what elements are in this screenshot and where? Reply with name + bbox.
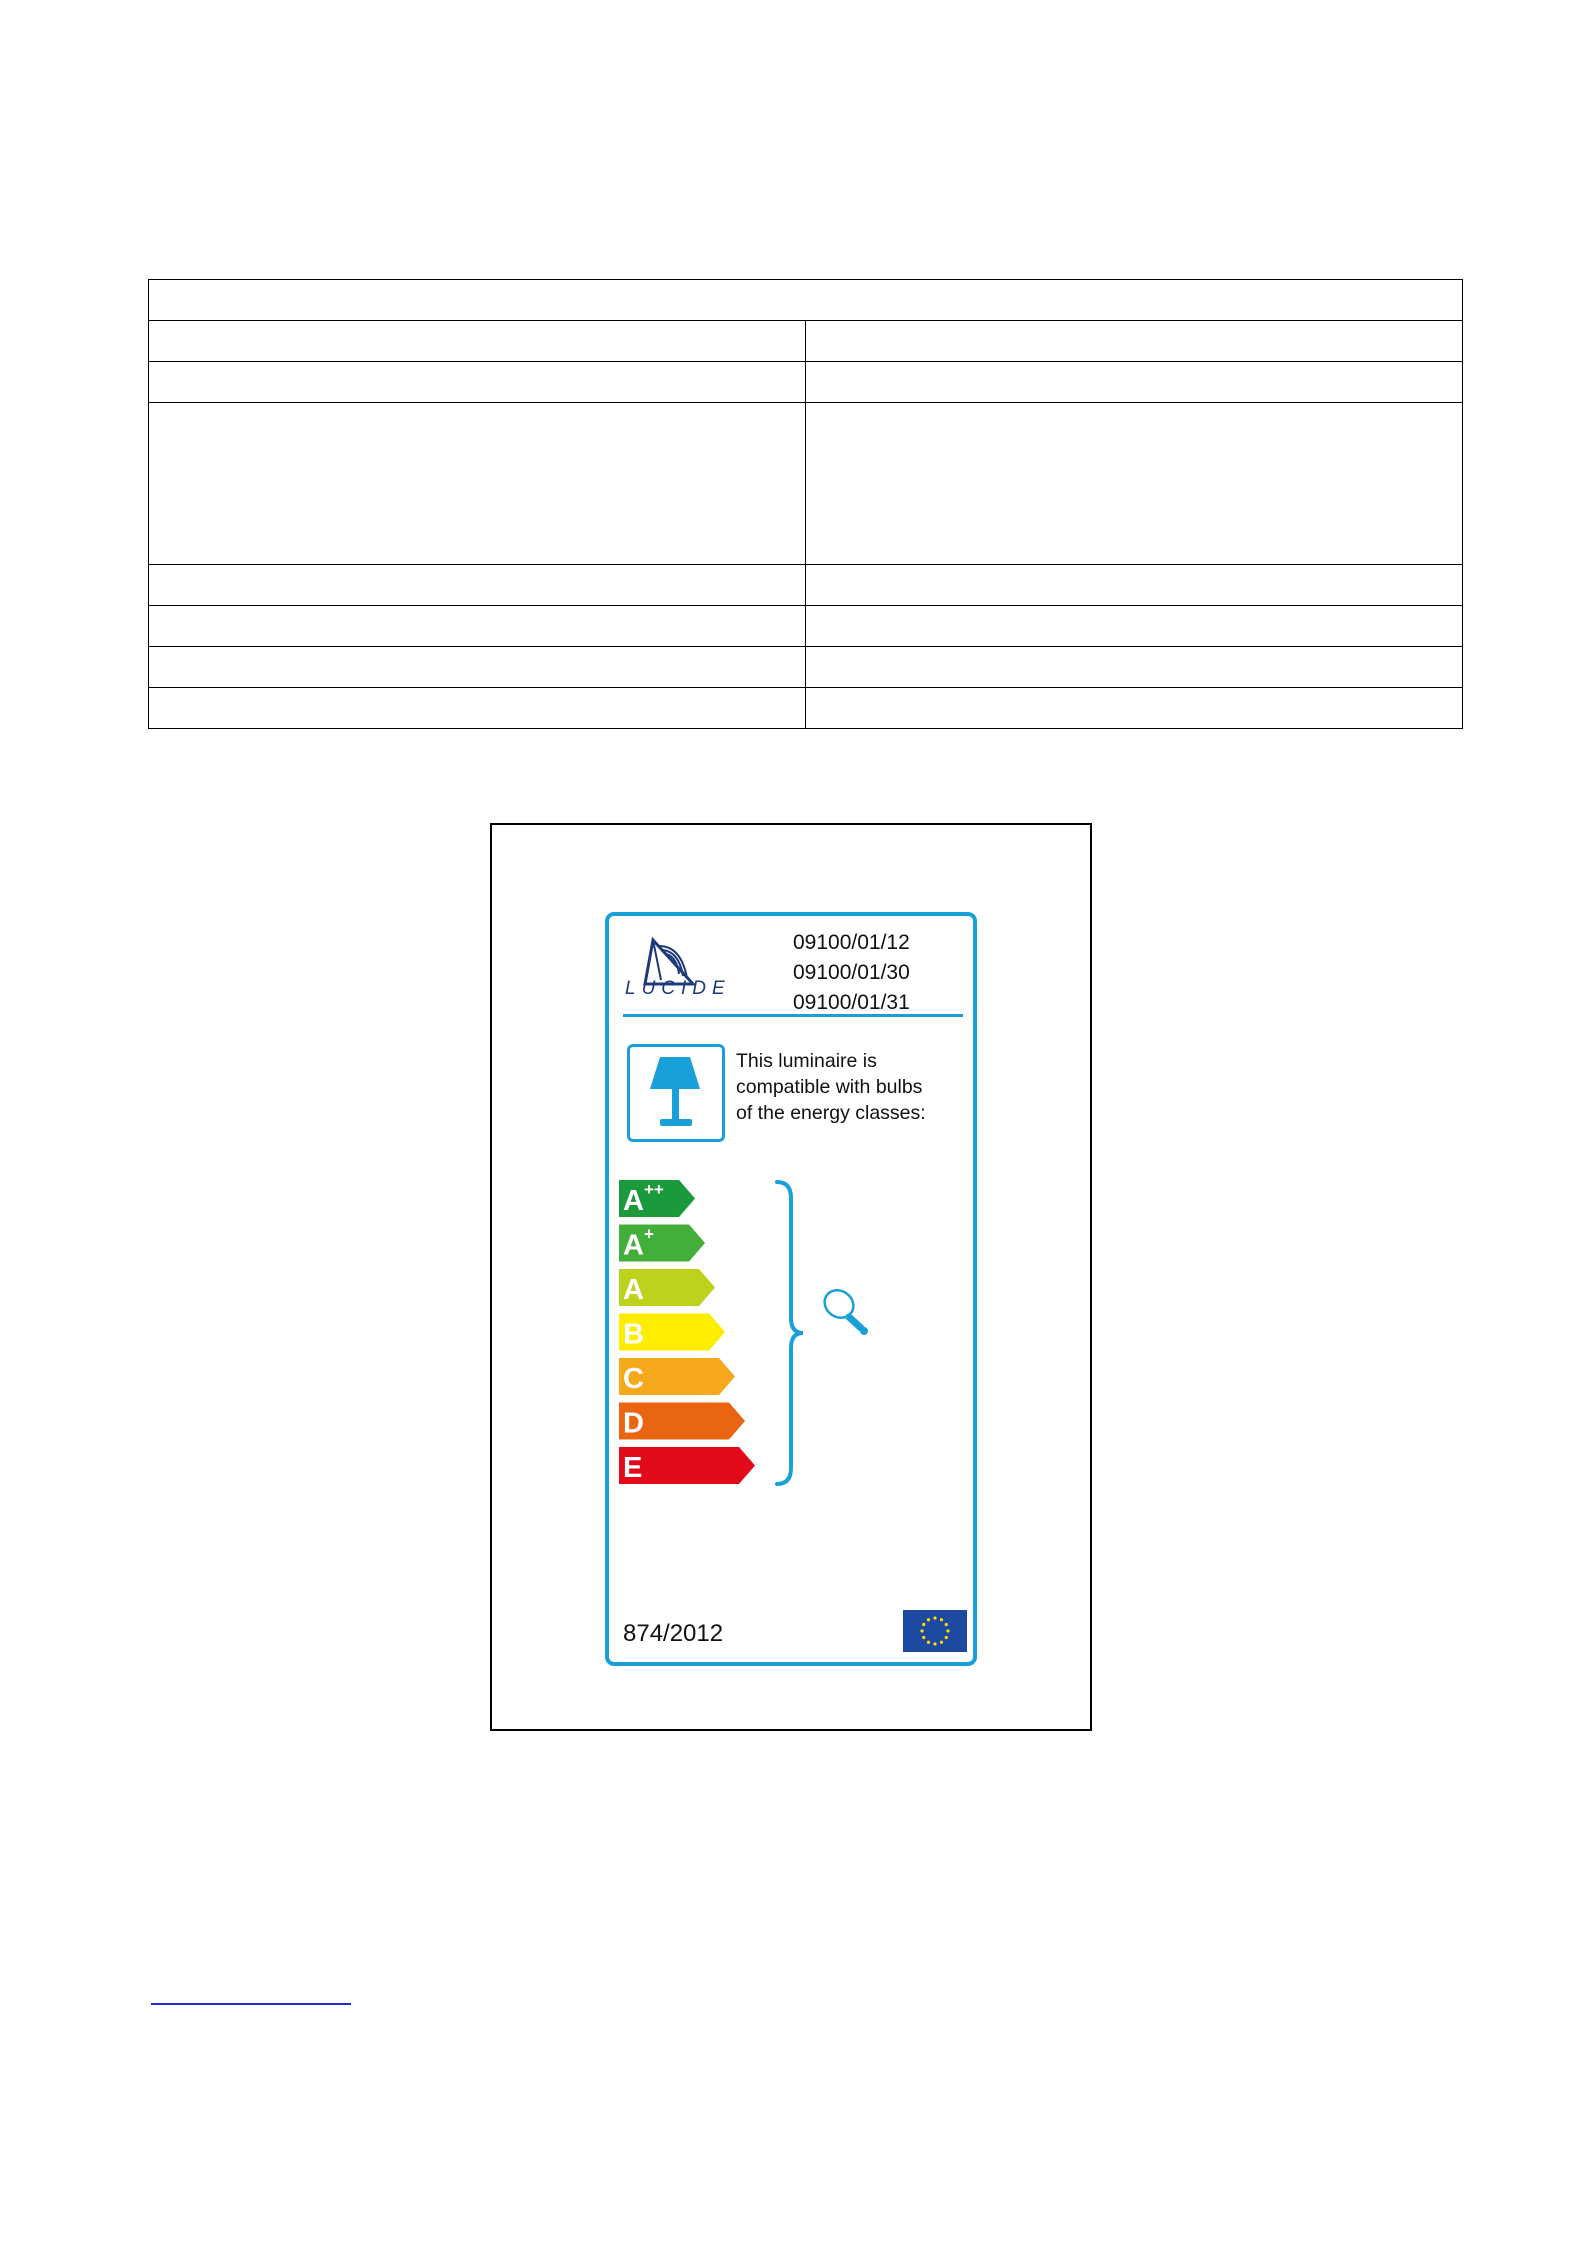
table-cell bbox=[806, 606, 1463, 647]
table-cell bbox=[806, 321, 1463, 362]
table-cell bbox=[149, 403, 806, 565]
table-header-cell bbox=[149, 280, 1463, 321]
eu-star-icon bbox=[946, 1629, 949, 1632]
energy-class-letter: D bbox=[623, 1407, 644, 1440]
energy-class-letter: A bbox=[623, 1229, 644, 1262]
eu-star-icon bbox=[945, 1636, 948, 1639]
energy-label bbox=[605, 912, 977, 1666]
table-cell bbox=[806, 647, 1463, 688]
eu-flag-icon bbox=[903, 1610, 967, 1652]
table-cell bbox=[149, 647, 806, 688]
energy-class-arrow bbox=[619, 1269, 715, 1306]
table-cell bbox=[806, 688, 1463, 729]
energy-class-letter: E bbox=[623, 1452, 643, 1484]
energy-class-letter: B bbox=[623, 1318, 644, 1351]
energy-class-arrow bbox=[619, 1180, 695, 1217]
table-cell bbox=[149, 362, 806, 403]
eu-star-icon bbox=[920, 1629, 923, 1632]
eu-star-icon bbox=[945, 1623, 948, 1626]
compatibility-line: This luminaire is bbox=[736, 1050, 877, 1072]
energy-class-scale bbox=[619, 1176, 769, 1496]
eu-star-icon bbox=[927, 1641, 930, 1644]
energy-class-superscript: + bbox=[644, 1224, 654, 1244]
table-lamp-icon bbox=[630, 1047, 722, 1139]
table-cell bbox=[806, 362, 1463, 403]
model-number: 09100/01/12 bbox=[793, 931, 910, 954]
table-cell bbox=[149, 321, 806, 362]
table-cell bbox=[149, 565, 806, 606]
energy-class-arrow bbox=[619, 1403, 745, 1440]
energy-class-letter: A bbox=[623, 1274, 644, 1306]
spec-table bbox=[148, 279, 1463, 729]
curly-brace-icon bbox=[771, 1178, 811, 1488]
eu-star-icon bbox=[927, 1618, 930, 1621]
regulation-number: 874/2012 bbox=[623, 1620, 724, 1647]
table-cell bbox=[806, 565, 1463, 606]
table-cell bbox=[149, 606, 806, 647]
compatibility-text bbox=[736, 1048, 971, 1126]
table-cell bbox=[806, 403, 1463, 565]
energy-class-superscript: ++ bbox=[644, 1180, 664, 1199]
header-divider bbox=[623, 1014, 963, 1017]
compatibility-line: of the energy classes: bbox=[736, 1102, 926, 1124]
model-number: 09100/01/30 bbox=[793, 961, 910, 984]
eu-star-icon bbox=[940, 1641, 943, 1644]
eu-star-icon bbox=[940, 1618, 943, 1621]
compatibility-line: compatible with bulbs bbox=[736, 1076, 923, 1098]
energy-class-letter: A bbox=[623, 1185, 644, 1217]
model-numbers bbox=[793, 928, 910, 1018]
model-number: 09100/01/31 bbox=[793, 991, 910, 1014]
light-bulb-icon bbox=[819, 1284, 879, 1344]
eu-star-icon bbox=[922, 1623, 925, 1626]
eu-star-icon bbox=[922, 1636, 925, 1639]
brand-name: LUCIDE bbox=[625, 978, 731, 999]
energy-class-arrow bbox=[619, 1225, 705, 1262]
energy-class-letter: C bbox=[623, 1363, 644, 1395]
luminaire-box bbox=[627, 1044, 725, 1142]
footnote-separator bbox=[151, 2003, 351, 2005]
table-cell bbox=[149, 688, 806, 729]
energy-class-arrow bbox=[619, 1447, 755, 1484]
energy-class-arrow bbox=[619, 1314, 725, 1351]
eu-star-icon bbox=[933, 1616, 936, 1619]
eu-star-icon bbox=[933, 1642, 936, 1645]
energy-class-arrow bbox=[619, 1358, 735, 1395]
